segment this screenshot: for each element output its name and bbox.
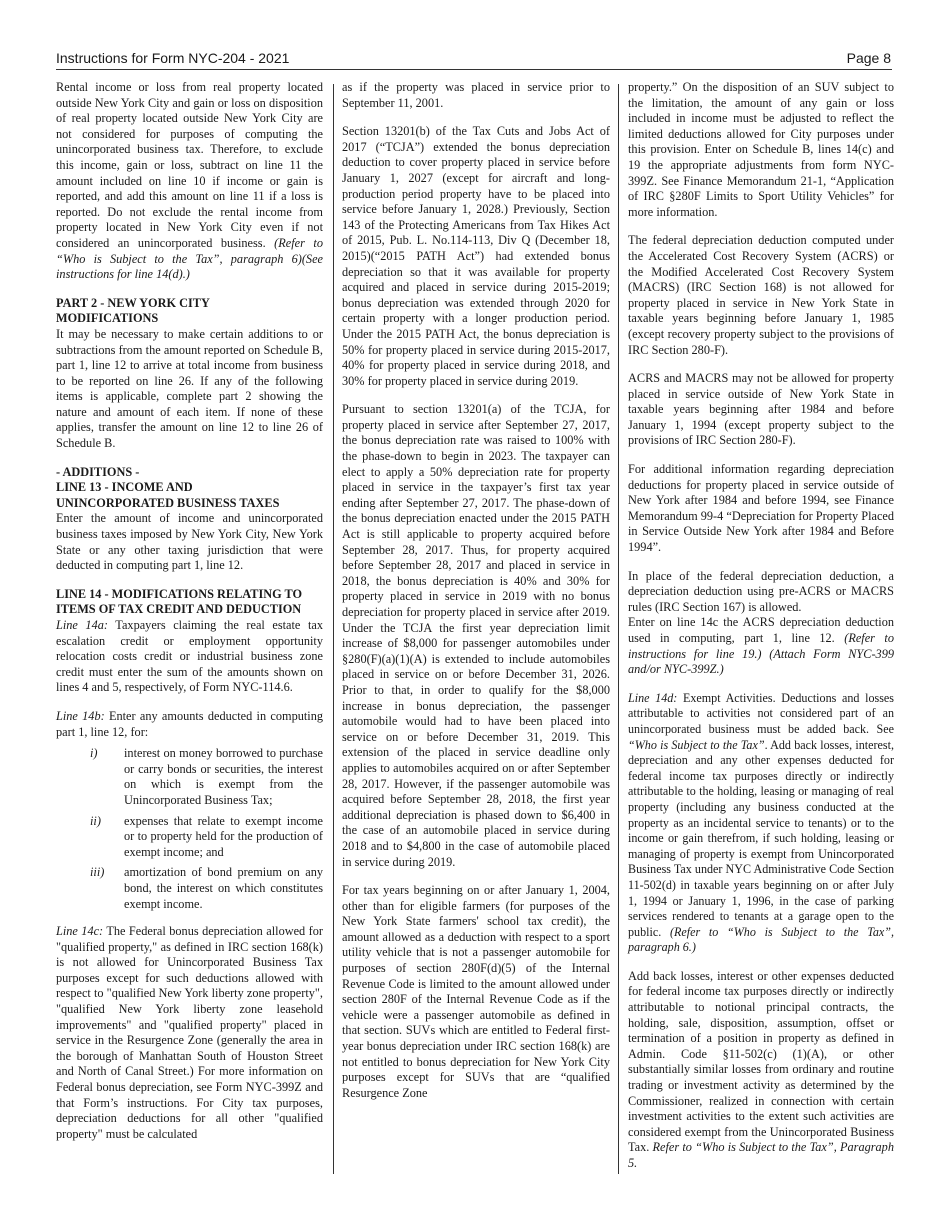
line14d-label: Line 14d: [628, 690, 678, 705]
part2-heading-line1: PART 2 - NEW YORK CITY [56, 295, 210, 310]
notional-contracts-paragraph: Add back losses, interest or other expenses deducted for federal income tax purposes directly or indirectly attributable to notional principal contracts, the holding, sale, disposition, assumption, offset or termination of a position in property as defined in Admin. Code §11-502(c) (1)(A), or other substantially similar losses from ordinary and routine trading or investment activity as determined by the Commissioner, realized in connection with certain investment activities to the extent such activities are considered exempt from the Unincorporated Business Tax. Refer to “Who is Subject to the Tax”, Paragraph 5. [628, 968, 894, 1170]
rental-income-paragraph: Rental income or loss from real property located outside New York City and gain or loss on disposition of real property located outside New York City are not considered for purposes of computing the unincorporated business tax. Therefore, to exclude this income, gain or loss, subtract on line 11 the amount included on line 10 if income or gain is reported, and add this amount on line 11 if a loss is reported. Do not exclude the rental income from property located in New York City even if not considered an unincorporated business. (Refer to “Who is Subject to the Tax”, paragraph 6)(See instructions for line 14(d).) [56, 80, 323, 282]
line14d-reference: (Refer to “Who is Subject to the Tax”, paragraph 6.) [628, 924, 894, 955]
rental-income-reference: (Refer to “Who is Subject to the Tax”, paragraph 6)(See instructions for line 14(d).) [56, 235, 323, 282]
line14b-label: Line 14b: [56, 708, 105, 723]
column-1 [56, 80, 323, 1155]
page-header [56, 48, 891, 70]
list-item: ii) expenses that relate to exempt income or to property held for the production of exempt income; and [90, 813, 323, 859]
tcja-bonus-rate-paragraph: Pursuant to section 13201(a) of the TCJA, for property placed in service after September 27, 2017, the bonus depreciation rate was raised to 100% with the phase-down to begin in 2023. The taxpayer can elect to apply a 50% depreciation rate for property placed in service in the taxpayer’s first tax year ending after September 27, 2017. The phase-down of the bonus depreciation enacted under the 2015 PATH Act is still applicable to property acquired before September 28, 2017. Thus, for property acquired before September 28, 2017 and placed in service in 2018, the bonus depreciation is 40% and 30% for property placed in service in 2019 with no bonus depreciation for property placed in service after 2019. Under the TCJA the first year depreciation limit increase of $8,000 for passenger automobiles under §280(F)(a)(1)(A) is extended to include automobiles placed in service on or before December 31, 2026. Prior to that, in order to qualify for the $8,000 increase in bonus depreciation, the passenger automobile would had to have been placed into service on or before December 31, 2019. This extension of the placed in service deadline only applies to automobiles acquired on or after September 28, 2017. However, if the passenger automobile was acquired before September 28, 2018, the first year additional depreciation is phased down to $6,400 in the case of an automobile placed in service during 2018 and to $4,800 in the case of automobile placed in service during 2019. [342, 402, 610, 869]
suv-limit-paragraph: For tax years beginning on or after January 1, 2004, other than for eligible farmers (for purposes of the New York State farmers' school tax credit), the amount allowed as a deduction with respect to a sport utility vehicle that is not a passenger automobile for purposes of section 280F(d)(5) of the Internal Revenue Code is limited to the amount allowed under section 280F of the Internal Revenue Code as if the vehicle were a passenger automobile as defined in that section. SUVs which are entitled to Federal first-year bonus depreciation under IRC section 168(k) are not entitled to bonus depreciation for New York City purposes except for SUVs that are “qualified Resurgence Zone [342, 883, 610, 1100]
line14c-label: Line 14c: [56, 924, 104, 939]
suv-disposition-paragraph: property.” On the disposition of an SUV subject to the limitation, the amount of any gain or loss included in income must be adjusted to reflect the limited deductions allowed for City purposes under this provision. Enter on Schedule B, lines 14(c) and 19 the appropriate adjustments from form NYC-399Z. See Finance Memorandum 21-1, “Application of IRC §280F Limits to Sport Utility Vehicles” for more information. [628, 80, 894, 219]
line14c-paragraph: Line 14c: The Federal bonus depreciation allowed for "qualified property," as defined in IRC section 168(k) is not allowed for Unincorporated Business Tax purposes except for such deductions allowed with respect to "qualified New York liberty zone property", "qualified New York liberty zone leasehold improvements" and "qualified property" placed in service in the Resurgence Zone (generally the area in the borough of Manhattan South of Houston Street and North of Canal Street.) For more information on Federal bonus depreciation, see Form NYC-399Z and that Form’s instructions. For City tax purposes, depreciation deductions for all other "qualified property" must be calculated [56, 924, 323, 1141]
line14c-entry-reference: (Refer to instructions for line 19.) (Attach Form NYC-399 and/or NYC-399Z.) [628, 631, 894, 677]
column-divider-1 [333, 84, 334, 1174]
additions-heading: - ADDITIONS - [56, 464, 140, 479]
form-title: Instructions for Form NYC-204 - 2021 [56, 50, 290, 66]
column-divider-2 [618, 84, 619, 1174]
column-3 [628, 80, 894, 1185]
tcja-section-paragraph: Section 13201(b) of the Tax Cuts and Jobs Act of 2017 (“TCJA”) extended the bonus depreciation deduction to cover property placed in service before January 1, 2027 (except for aircraft and long-production period property have to be placed into service before January 1, 2028.) Previously, Section 143 of the Protecting Americans from Tax Hikes Act of 2015, Pub. L. No.114-113, Div Q (December 18, 2015)(“2015 PATH Act”) had extended bonus depreciation so that it was available for property acquired and placed in service during 2015-2019; bonus depreciation was extended through 2020 for certain property with a longer production period. Under the 2015 PATH Act, the bonus depreciation is 50% for property placed in service during 2015-2017, 40% for property placed in service during 2018, and 30% for property placed in service during 2019. [342, 124, 610, 388]
line14-heading-line2: ITEMS OF TAX CREDIT AND DEDUCTION [56, 602, 302, 617]
page-number: Page 8 [846, 50, 891, 66]
header-divider [56, 69, 892, 70]
part2-heading-line2: MODIFICATIONS [56, 311, 159, 326]
line14c-entry-paragraph: Enter on line 14c the ACRS depreciation deduction used in computing, part 1, line 12. (Refer to instructions for line 19.) (Attach Form NYC-399 and/or NYC-399Z.) [628, 615, 894, 677]
line13-heading-line1: LINE 13 - INCOME AND [56, 480, 193, 495]
part2-paragraph: It may be necessary to make certain additions to or subtractions from the amount reported on Schedule B, part 1, line 12 to arrive at total income from business to be reported on line 26. If any of the following items is applicable, complete part 2 showing the nature and amount of each item. If none of these applies, transfer the amount on line 12 to line 26 of Schedule B. [56, 326, 323, 451]
list-item: iii) amortization of bond premium on any bond, the interest on which constitutes exempt income. [90, 865, 323, 911]
list-item: i) interest on money borrowed to purchase or carry bonds or securities, the interest on which is exempt from the Unincorporated Business Tax; [90, 746, 323, 807]
line14a-label: Line 14a: [56, 618, 108, 632]
acrs-outside-ny-paragraph: ACRS and MACRS may not be allowed for property placed in service outside of New York State in taxable years beginning after 1984 and before January 1, 1994 (except property subject to the provisions of IRC Section 280-F). [628, 371, 894, 448]
pre-acrs-paragraph: In place of the federal depreciation deduction, a depreciation deduction using pre-ACRS or MACRS rules (IRC Section 167) is allowed. [628, 568, 894, 614]
column-2 [342, 80, 610, 1114]
line14a-paragraph: Line 14a: Taxpayers claiming the real estate tax escalation credit or employment opportunity relocation costs credit or industrial business zone credit must enter the sum of the amounts shown on lines 4 and 5, respectively, of Form NYC-114.6. [56, 618, 323, 695]
line13-paragraph: Enter the amount of income and unincorporated business taxes imposed by New York City, New York State or any other taxing jurisdiction that were deducted in computing part 1, line 12. [56, 511, 323, 573]
line14b-paragraph: Line 14b: Enter any amounts deducted in computing part 1, line 12, for: [56, 708, 323, 739]
placed-in-service-paragraph: as if the property was placed in service prior to September 11, 2001. [342, 80, 610, 110]
line14b-list [56, 746, 323, 912]
line14d-paragraph: Line 14d: Exempt Activities. Deductions and losses attributable to activities not considered part of an unincorporated business must be added back. See “Who is Subject to the Tax”. Add back losses, interest, depreciation and any other expenses deducted for federal income tax purposes directly or indirectly attributable to the holding, leasing or managing of real property (including any business conducted at the property as an incidental service to tenants) or to the income or gain therefrom, if such holding, leasing or managing of property is exempt from Unincorporated Business Tax under NYC Administrative Code Section 11-502(d) in taxable years beginning on or after July 1, 1994 or January 1, 1996, in the case of parking services rendered to tenants at a garage open to the public. (Refer to “Who is Subject to the Tax”, paragraph 6.) [628, 690, 894, 955]
line13-heading-line2: UNINCORPORATED BUSINESS TAXES [56, 495, 280, 510]
finance-memo-paragraph: For additional information regarding depreciation deductions for property placed in service outside of New York after 1984 and before 1994, see Finance Memorandum 99-4 “Depreciation for Property Placed in Service Outside New York after 1984 and Before 1994”. [628, 462, 895, 555]
line14-heading-line1: LINE 14 - MODIFICATIONS RELATING TO [56, 586, 303, 601]
acrs-macrs-paragraph: The federal depreciation deduction computed under the Accelerated Cost Recovery System (ACRS) or the Modified Accelerated Cost Recovery System (MACRS) (IRC Section 168) is not allowed for property placed in service in New York State in taxable years beginning before January 1, 1985 (except recovery property subject to the provisions of IRC Section 280-F). [628, 233, 894, 357]
notional-contracts-reference: Refer to “Who is Subject to the Tax”, Paragraph 5. [628, 1140, 894, 1170]
